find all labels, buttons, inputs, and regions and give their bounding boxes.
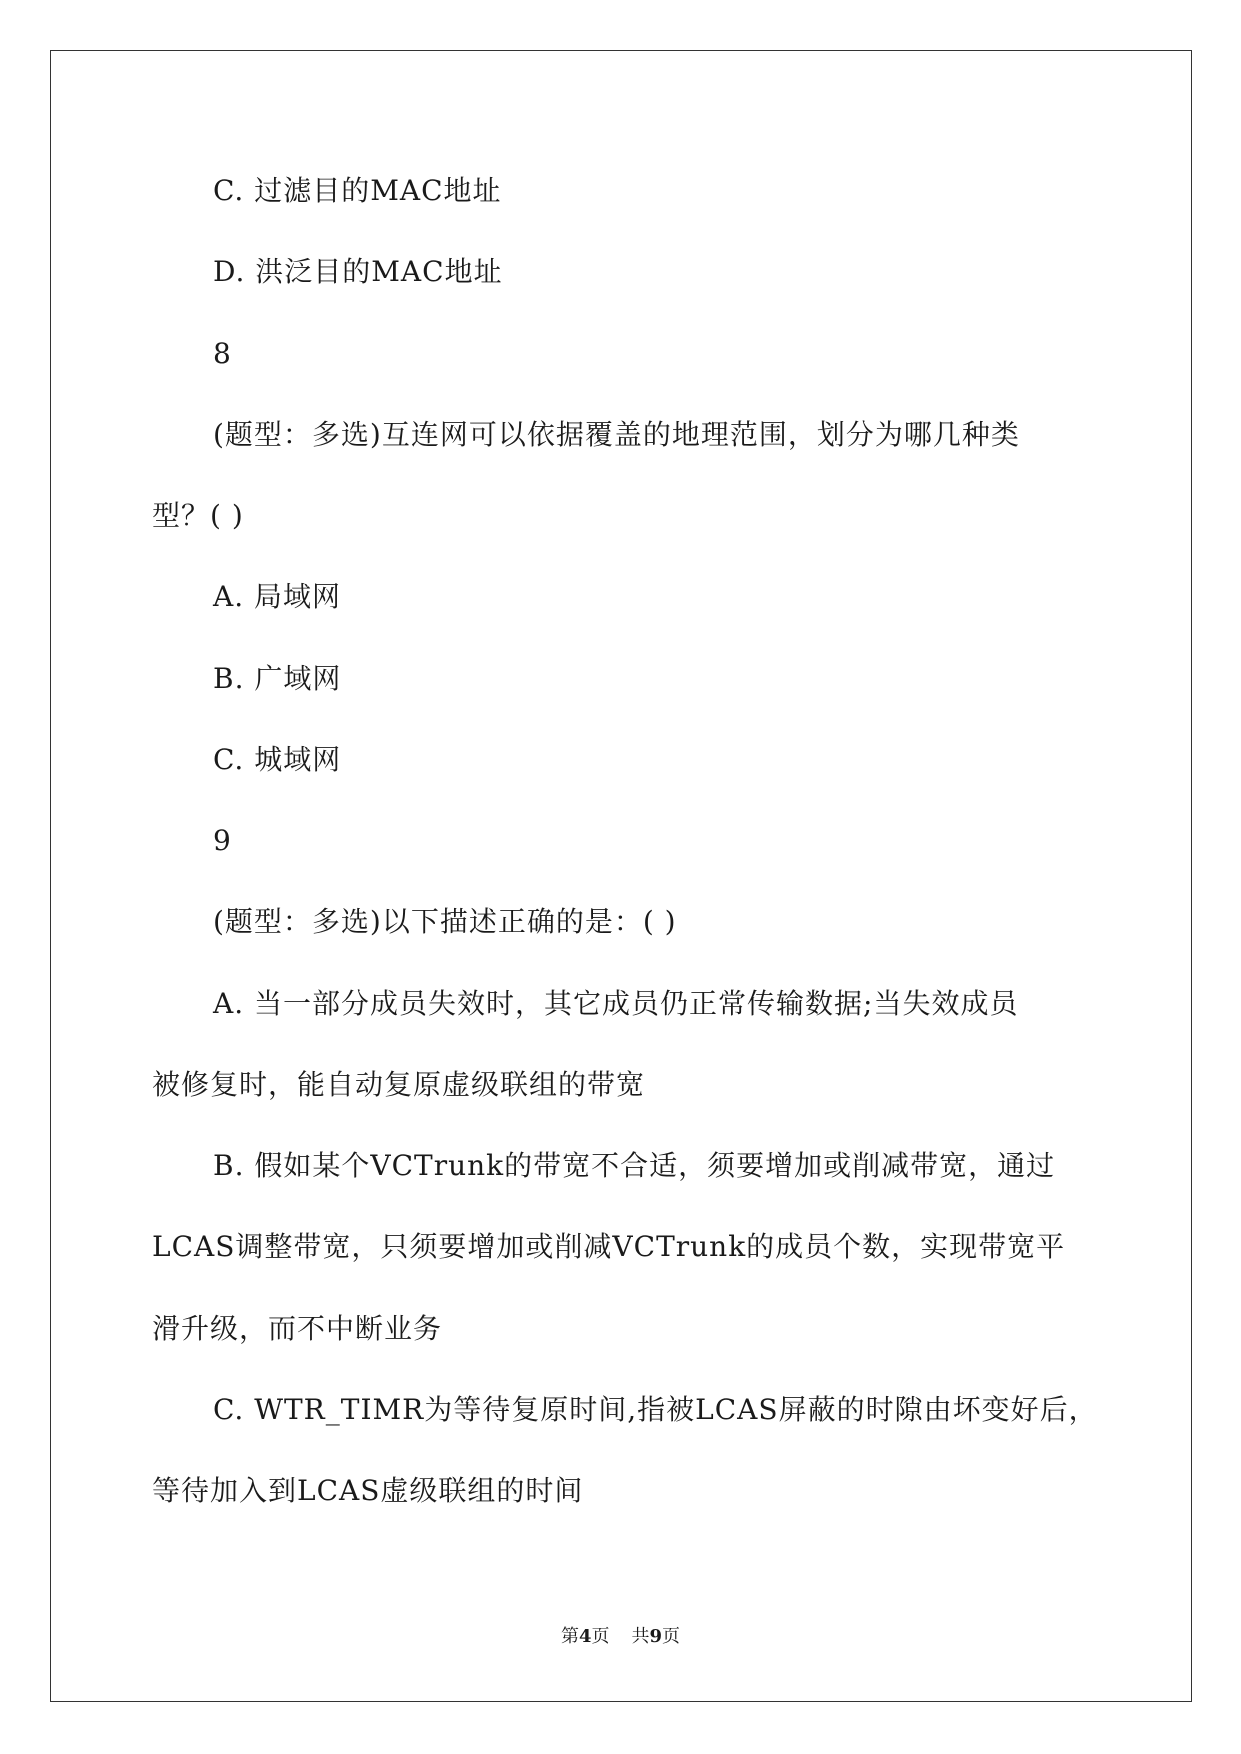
page-footer <box>0 1626 1241 1648</box>
q8-option-b: B. 广域网 <box>213 662 342 695</box>
q9-option-c-line-2: 等待加入到LCAS虚级联组的时间 <box>152 1474 584 1507</box>
footer-total-prefix: 共 <box>631 1626 650 1647</box>
q9-option-b-line-2: LCAS调整带宽，只须要增加或削减VCTrunk的成员个数，实现带宽平 <box>152 1230 1066 1263</box>
current-page-number: 4 <box>578 1626 592 1647</box>
footer-page-word: 页 <box>591 1626 610 1647</box>
q8-option-a: A. 局域网 <box>213 580 342 613</box>
q8-number: 8 <box>213 337 232 370</box>
q9-option-c-line-1: C. WTR_TIMR为等待复原时间,指被LCAS屏蔽的时隙由坏变好后， <box>213 1393 1098 1426</box>
q7-option-d: D. 洪泛目的MAC地址 <box>213 255 503 288</box>
page-border <box>50 50 1192 1702</box>
q7-option-c: C. 过滤目的MAC地址 <box>213 174 502 207</box>
total-pages-number: 9 <box>649 1626 663 1647</box>
q9-option-a-line-2: 被修复时，能自动复原虚级联组的带宽 <box>152 1068 646 1101</box>
q9-stem: (题型：多选)以下描述正确的是：( ) <box>213 905 677 938</box>
q9-option-b-line-3: 滑升级，而不中断业务 <box>152 1312 443 1345</box>
q9-option-a-line-1: A. 当一部分成员失效时，其它成员仍正常传输数据;当失效成员 <box>213 987 1019 1020</box>
q9-option-b-line-1: B. 假如某个VCTrunk的带宽不合适，须要增加或削减带宽，通过 <box>213 1149 1056 1182</box>
footer-total-suffix: 页 <box>662 1626 681 1647</box>
q8-stem-line-1: (题型：多选)互连网可以依据覆盖的地理范围，划分为哪几种类 <box>213 418 1020 451</box>
q8-option-c: C. 城域网 <box>213 743 342 776</box>
footer-prefix: 第 <box>560 1626 579 1647</box>
q8-stem-line-2: 型？( ) <box>152 499 244 532</box>
q9-number: 9 <box>213 824 232 857</box>
